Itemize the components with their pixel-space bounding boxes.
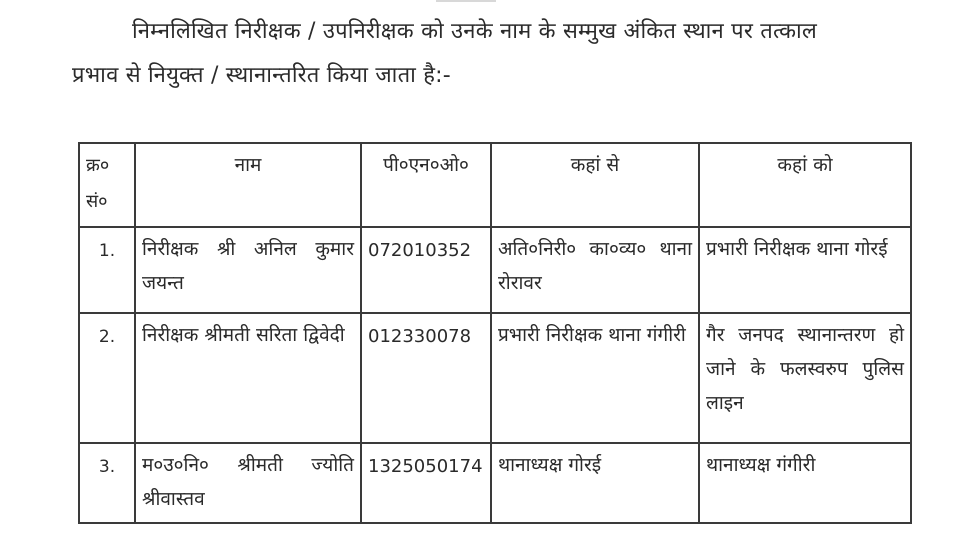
cell-from: थानाध्यक्ष गोरई (491, 443, 699, 523)
header-pno: पी०एन०ओ० (361, 143, 491, 227)
cell-from: प्रभारी निरीक्षक थाना गंगीरी (491, 313, 699, 443)
table-row (79, 227, 911, 313)
intro-line-2: प्रभाव से नियुक्त / स्थानान्तरित किया जाता है:- (72, 63, 451, 88)
header-to: कहां को (699, 143, 911, 227)
intro-paragraph (72, 10, 922, 98)
cell-pno: 072010352 (361, 227, 491, 313)
cell-name: निरीक्षक श्री अनिल कुमार जयन्त (135, 227, 361, 313)
table-row (79, 443, 911, 523)
page-edge-mark (436, 0, 496, 2)
cell-serial: 3. (79, 443, 135, 523)
cell-from: अति०निरी० का०व्य० थाना रोरावर (491, 227, 699, 313)
intro-line-1: निम्नलिखित निरीक्षक / उपनिरीक्षक को उनके नाम के सम्मुख अंकित स्थान पर तत्काल (132, 19, 818, 44)
cell-to: प्रभारी निरीक्षक थाना गोरई (699, 227, 911, 313)
header-name: नाम (135, 143, 361, 227)
cell-name: निरीक्षक श्रीमती सरिता द्विवेदी (135, 313, 361, 443)
table-header-row (79, 143, 911, 227)
cell-pno: 1325050174 (361, 443, 491, 523)
cell-pno: 012330078 (361, 313, 491, 443)
cell-to: गैर जनपद स्थानान्तरण हो जाने के फलस्वरुप पुलिस लाइन (699, 313, 911, 443)
table-row (79, 313, 911, 443)
cell-serial: 2. (79, 313, 135, 443)
transfer-orders-table (78, 142, 912, 524)
header-serial: क्र० सं० (79, 143, 135, 227)
header-from: कहां से (491, 143, 699, 227)
cell-to: थानाध्यक्ष गंगीरी (699, 443, 911, 523)
cell-name: म०उ०नि० श्रीमती ज्योति श्रीवास्तव (135, 443, 361, 523)
cell-serial: 1. (79, 227, 135, 313)
